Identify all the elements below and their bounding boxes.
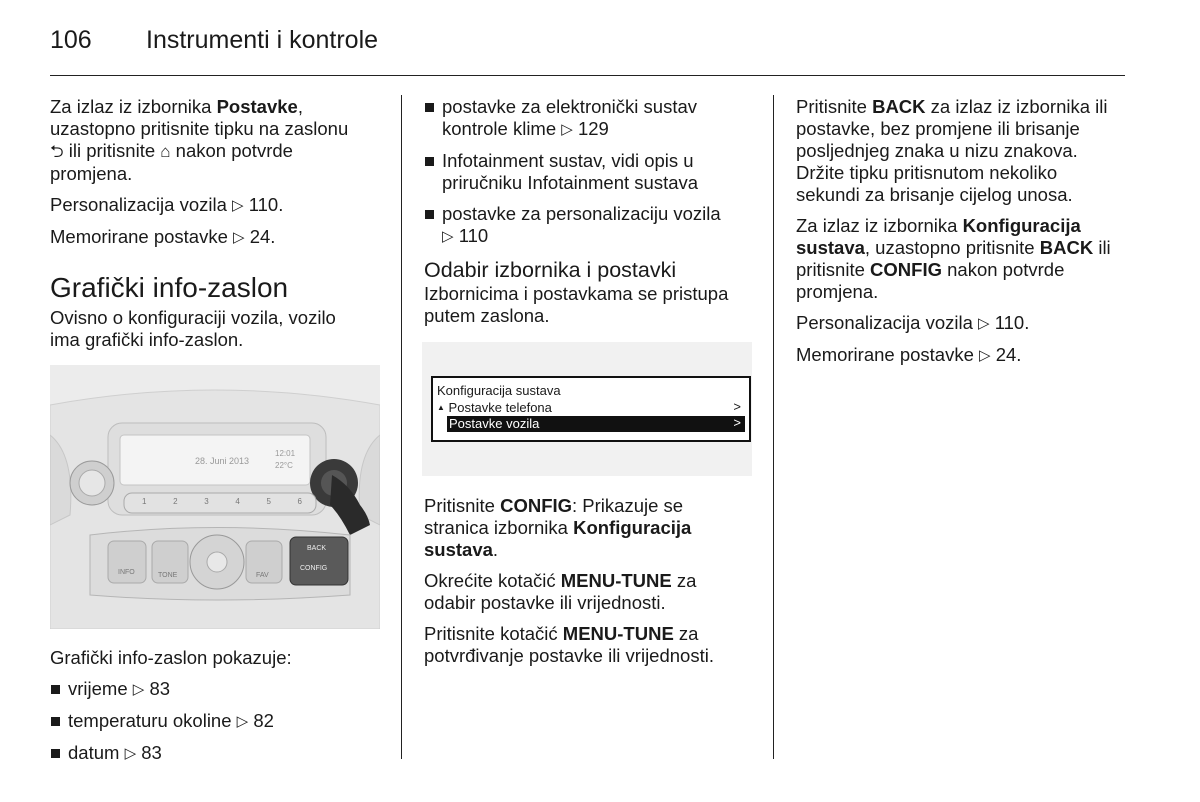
display-time: 12:01 [275, 449, 296, 458]
text: , [297, 96, 303, 117]
column-2-lower [424, 495, 764, 676]
fav-button-label: FAV [256, 572, 269, 579]
chevron-right-icon: > [733, 399, 741, 414]
xref-arrow-icon: ▷ [233, 229, 245, 246]
tone-button-label: TONE [158, 572, 178, 579]
column-3 [796, 96, 1141, 376]
page-title: Instrumenti i kontrole [146, 26, 379, 54]
menu-screen [431, 376, 751, 442]
cross-reference[interactable]: Personalizacija vozila ▷ 110. [796, 312, 1030, 333]
menu-screen-illustration [422, 342, 752, 476]
list-item[interactable]: temperaturu okoline ▷ 82 [50, 710, 385, 733]
scroll-up-icon: ▲ [437, 403, 445, 412]
text: nakon potvrde [170, 140, 293, 161]
text: uzastopno pritisnite tipku na zaslonu [50, 118, 349, 139]
text: ili pritisnite [63, 140, 161, 161]
paragraph: Za izlaz iz izbornika Konfiguracija sustava, uzastopno pritisnite BACK ili pritisnite CONFIG nakon potvrde promjena. [796, 215, 1111, 302]
list-item[interactable]: postavke za personalizaciju vozila ▷ 110 [424, 203, 764, 248]
header-rule [50, 75, 1125, 76]
preset-button: 5 [266, 497, 271, 506]
xref-arrow-icon: ▷ [978, 315, 990, 332]
home-icon: ⌂ [160, 142, 171, 161]
preset-button: 2 [173, 497, 178, 506]
back-icon: ⮌ [50, 142, 64, 161]
preset-button: 3 [204, 497, 209, 506]
paragraph: Okrećite kotačić MENU-TUNE za odabir postavke ili vrijednosti. [424, 570, 697, 613]
paragraph [50, 96, 385, 185]
list-item[interactable]: postavke za elektronički sustav kontrole klime ▷ 129 [424, 96, 764, 141]
xref-arrow-icon: ▷ [979, 347, 991, 364]
list-item: Infotainment sustav, vidi opis u priručniku Infotainment sustava [424, 150, 764, 194]
cross-reference[interactable]: Memorirane postavke ▷ 24. [50, 226, 276, 247]
dashboard-illustration [50, 365, 380, 629]
back-button-label: BACK [307, 545, 327, 552]
paragraph: Ovisno o konfiguraciji vozila, vozilo ima grafički info-zaslon. [50, 307, 336, 350]
text: promjena. [50, 163, 133, 184]
page-number: 106 [50, 26, 92, 54]
display-date: 28. Juni 2013 [195, 456, 250, 466]
menu-title: Konfiguracija sustava [437, 383, 561, 398]
paragraph: Izbornicima i postavkama se pristupa putem zaslona. [424, 283, 729, 326]
xref-arrow-icon: ▷ [442, 228, 454, 245]
column-2 [424, 96, 764, 336]
preset-buttons [142, 497, 302, 506]
xref-arrow-icon: ▷ [561, 121, 573, 138]
list-item[interactable]: vrijeme ▷ 83 [50, 678, 385, 701]
chevron-right-icon: > [733, 415, 741, 430]
figure-caption: Grafički info-zaslon pokazuje: [50, 647, 292, 668]
text: Za izlaz iz izbornika [50, 96, 217, 117]
subsection-heading: Odabir izbornika i postavki [424, 258, 677, 282]
cross-reference[interactable]: Personalizacija vozila ▷ 110. [50, 194, 284, 215]
menu-item-phone-settings[interactable]: ▲ Postavke telefona > [437, 399, 741, 415]
list-item[interactable]: datum ▷ 83 [50, 742, 385, 765]
xref-arrow-icon: ▷ [124, 745, 137, 762]
paragraph: Pritisnite kotačić MENU-TUNE za potvrđivanje postavke ili vrijednosti. [424, 623, 714, 666]
bold-term: Postavke [216, 96, 298, 117]
column-divider [773, 95, 774, 759]
preset-button: 4 [235, 497, 240, 506]
xref-arrow-icon: ▷ [132, 681, 145, 698]
section-heading: Grafički info-zaslon [50, 272, 289, 303]
paragraph: Pritisnite BACK za izlaz iz izbornika ili postavke, bez promjene ili brisanje posljednjeg znaka u nizu znakova. Držite tipku pritisnutom nekoliko sekundi za brisanje cijelog unosa. [796, 96, 1108, 205]
cross-reference[interactable]: Memorirane postavke ▷ 24. [796, 344, 1022, 365]
display-temperature: 22°C [275, 461, 293, 470]
xref-arrow-icon: ▷ [232, 197, 244, 214]
config-button-label: CONFIG [300, 565, 328, 572]
info-button-label: INFO [118, 569, 135, 576]
column-1 [50, 96, 385, 360]
paragraph: Pritisnite CONFIG: Prikazuje se stranica izbornika Konfiguracija sustava. [424, 495, 692, 560]
column-1-lower [50, 647, 385, 774]
column-divider [401, 95, 402, 759]
menu-item-vehicle-settings[interactable]: Postavke vozila > [447, 416, 745, 432]
preset-button: 6 [297, 497, 302, 506]
xref-arrow-icon: ▷ [236, 713, 249, 730]
preset-button: 1 [142, 497, 147, 506]
